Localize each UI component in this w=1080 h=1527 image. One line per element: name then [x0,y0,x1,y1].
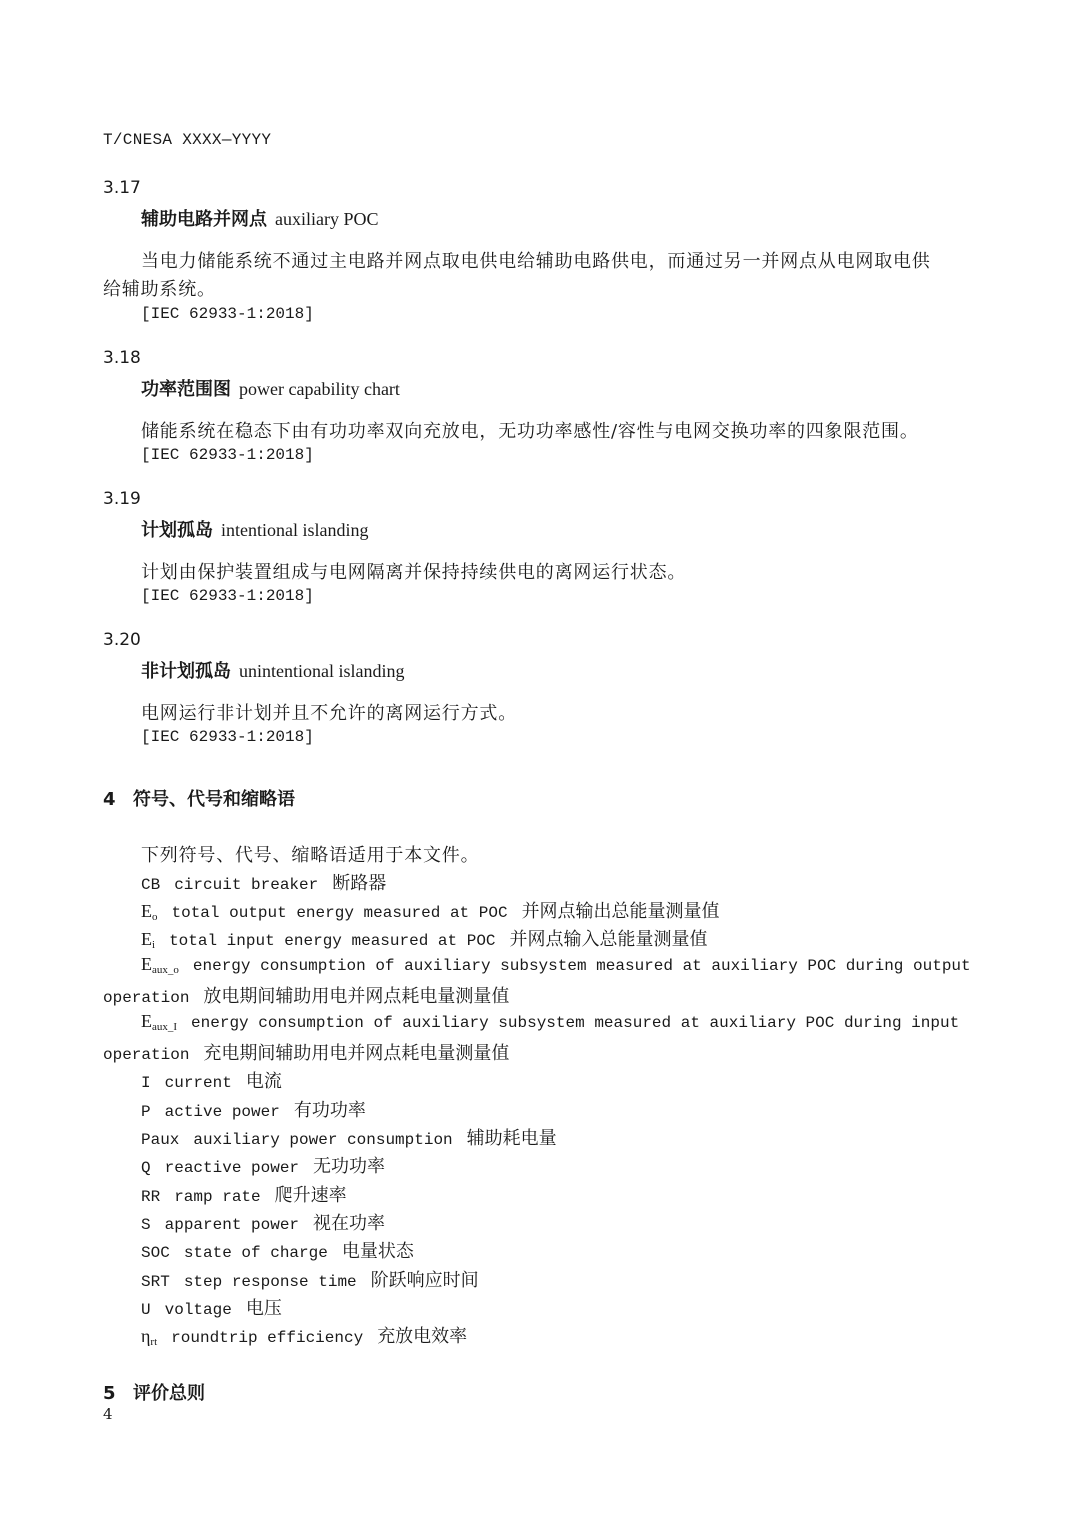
symbol-row [141,897,720,923]
term-en: auxiliary POC [275,209,379,229]
symbol-base: E [141,1011,152,1031]
symbol-english: energy consumption of auxiliary subsystem measured at auxiliary POC during output [192,957,971,975]
symbol-english: auxiliary power consumption [193,1131,453,1149]
symbol-english: voltage [164,1301,232,1319]
symbol: SRT [141,1273,170,1291]
term-cn: 功率范围图 [141,379,231,400]
symbol: Q [141,1159,151,1177]
symbol-chinese: 充放电效率 [377,1326,468,1347]
symbol: S [141,1216,151,1234]
symbol [141,1326,157,1346]
symbol-row [141,1322,467,1348]
symbol-english-continuation: operation [103,1046,190,1064]
symbol-chinese: 无功功率 [313,1156,386,1177]
symbol-row [141,1124,557,1150]
symbol: I [141,1074,151,1092]
symbol-row [141,1011,959,1033]
symbol-row [141,1067,282,1093]
symbol-base: η [141,1326,151,1346]
symbol-english: total input energy measured at POC [169,932,496,950]
symbol-chinese: 断路器 [332,873,387,894]
page-number: 4 [103,1405,113,1423]
symbol-chinese: 有功功率 [293,1100,366,1121]
section-heading [103,1379,205,1405]
symbol-english: energy consumption of auxiliary subsystem measured at auxiliary POC during input [191,1014,960,1032]
symbol-english: step response time [183,1273,357,1291]
clause-number: 3.20 [103,630,141,650]
symbol-row [141,1152,385,1178]
term-definition-line: 电网运行非计划并且不允许的离网运行方式。 [141,703,517,724]
document-code-header: T/CNESA XXXX—YYYY [103,131,272,149]
symbol-english: reactive power [164,1159,300,1177]
term-cn: 非计划孤岛 [141,661,231,682]
symbol-english: current [164,1074,232,1092]
symbol-row-continuation [103,982,509,1008]
symbol-chinese: 并网点输入总能量测量值 [509,929,708,950]
symbol-chinese: 辅助耗电量 [466,1128,557,1149]
symbol [141,1011,177,1031]
symbol-row-continuation [103,1039,509,1065]
section-title: 评价总则 [133,1383,205,1404]
symbol-chinese: 电量状态 [341,1241,414,1262]
symbol-english-continuation: operation [103,989,190,1007]
symbol-chinese: 放电期间辅助用电并网点耗电量测量值 [203,986,510,1007]
term-definition-line: 当电力储能系统不通过主电路并网点取电供电给辅助电路供电，而通过另一并网点从电网取电供 [141,251,931,272]
term-cn: 计划孤岛 [141,520,213,541]
symbol-chinese: 并网点输出总能量测量值 [521,901,720,922]
symbol [141,901,158,921]
symbol-chinese: 爬升速率 [274,1185,347,1206]
symbol-base: E [141,954,152,974]
symbol-subscript: aux_o [152,964,179,976]
symbol-subscript: rt [150,1336,158,1348]
symbol-row [141,1181,347,1207]
symbol-row [141,1096,366,1122]
symbol: CB [141,876,161,894]
term-title [141,657,404,683]
section-number: 5 [103,1383,116,1404]
section-number: 4 [103,789,116,810]
symbol-chinese: 电流 [245,1071,282,1092]
symbol: U [141,1301,151,1319]
clause-number: 3.18 [103,348,141,368]
symbol-subscript: aux_I [152,1021,178,1033]
symbol-english: active power [164,1103,280,1121]
term-en: unintentional islanding [239,661,405,681]
symbol-chinese: 充电期间辅助用电并网点耗电量测量值 [203,1043,510,1064]
term-cn: 辅助电路并网点 [141,209,267,230]
symbol-chinese: 阶跃响应时间 [370,1270,479,1291]
symbol-row [141,1266,479,1292]
term-definition-line: 储能系统在稳态下由有功功率双向充放电，无功功率感性/容性与电网交换功率的四象限范围。 [141,421,919,442]
symbol-base: E [141,929,152,949]
symbol: RR [141,1188,161,1206]
term-definition-line: 计划由保护装置组成与电网隔离并保持持续供电的离网运行状态。 [141,562,687,583]
symbol-subscript: o [152,911,158,923]
symbol-chinese: 视在功率 [313,1213,386,1234]
symbol: P [141,1103,151,1121]
symbol-row [141,925,708,951]
symbol [141,929,155,949]
term-reference: [IEC 62933-1:2018] [141,446,314,464]
section-heading [103,785,295,811]
symbol-row [141,869,386,895]
symbol-english: ramp rate [174,1188,261,1206]
symbol-english: apparent power [164,1216,300,1234]
symbol-english: roundtrip efficiency [171,1329,364,1347]
symbol: SOC [141,1244,170,1262]
term-reference: [IEC 62933-1:2018] [141,587,314,605]
symbol-row [141,1294,282,1320]
symbol-base: E [141,901,152,921]
symbol-english: state of charge [183,1244,328,1262]
symbol-row [141,1209,385,1235]
clause-number: 3.17 [103,178,141,198]
symbol-english: total output energy measured at POC [171,904,508,922]
symbol-chinese: 电压 [245,1298,282,1319]
symbol: Paux [141,1131,180,1149]
symbol [141,954,179,974]
symbol-row [141,954,971,976]
term-definition-line: 给辅助系统。 [103,279,216,300]
section-intro: 下列符号、代号、缩略语适用于本文件。 [141,845,480,866]
symbol-row [141,1237,414,1263]
term-en: intentional islanding [221,520,369,540]
term-reference: [IEC 62933-1:2018] [141,305,314,323]
term-title [141,205,379,231]
term-reference: [IEC 62933-1:2018] [141,728,314,746]
symbol-subscript: i [152,939,156,951]
section-title: 符号、代号和缩略语 [133,789,295,810]
clause-number: 3.19 [103,489,141,509]
term-en: power capability chart [239,379,400,399]
symbol-english: circuit breaker [174,876,319,894]
term-title [141,375,400,401]
term-title [141,516,368,542]
